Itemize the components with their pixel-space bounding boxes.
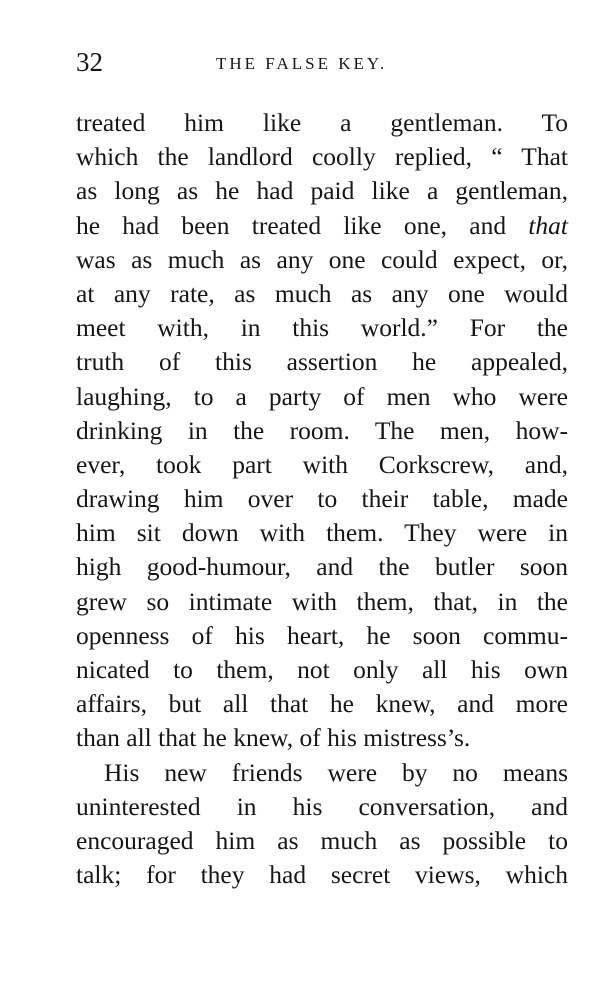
text-line: was as much as any one could expect, or, — [76, 244, 568, 274]
text-line: drawing him over to their table, made — [76, 484, 568, 514]
text-line: as long as he had paid like a gentleman, — [76, 176, 568, 206]
text-line: nicated to them, not only all his own — [76, 655, 568, 684]
body-text — [76, 106, 568, 892]
text-line: affairs, but all that he knew, and more — [76, 689, 568, 719]
page-number: 32 — [76, 47, 103, 77]
italic-word: that — [528, 210, 568, 240]
text-line: grew so intimate with them, that, in the — [76, 586, 568, 616]
text-line: at any rate, as much as any one would — [76, 278, 568, 308]
text-line: than all that he knew, of his mistress’s. — [76, 723, 471, 753]
text-line: openness of his heart, he soon commu- — [76, 620, 568, 650]
text-line: which the landlord coolly replied, “ That — [76, 142, 568, 172]
text-line: truth of this assertion he appealed, — [76, 347, 568, 377]
text-line: laughing, to a party of men who were — [76, 381, 568, 411]
paragraph-first-line: His new friends were by no means — [104, 757, 568, 787]
text-line: him sit down with them. They were in — [76, 518, 568, 548]
text-line: talk; for they had secret views, which — [76, 860, 568, 890]
text-line: uninterested in his conversation, and — [76, 791, 568, 821]
running-head — [76, 42, 568, 82]
text-line: ever, took part with Corkscrew, and, — [76, 449, 568, 479]
text-line-with-italic — [76, 209, 568, 243]
text-line: encouraged him as much as possible to — [76, 825, 568, 855]
text-line: treated him like a gentleman. To — [76, 108, 568, 137]
text-segment: he had been treated like one, and — [76, 210, 529, 240]
running-title: THE FALSE KEY. — [216, 54, 388, 73]
text-line: drinking in the room. The men, how- — [76, 415, 568, 445]
text-line: high good-humour, and the butler soon — [76, 552, 568, 582]
text-line: meet with, in this world.” For the — [76, 313, 568, 343]
